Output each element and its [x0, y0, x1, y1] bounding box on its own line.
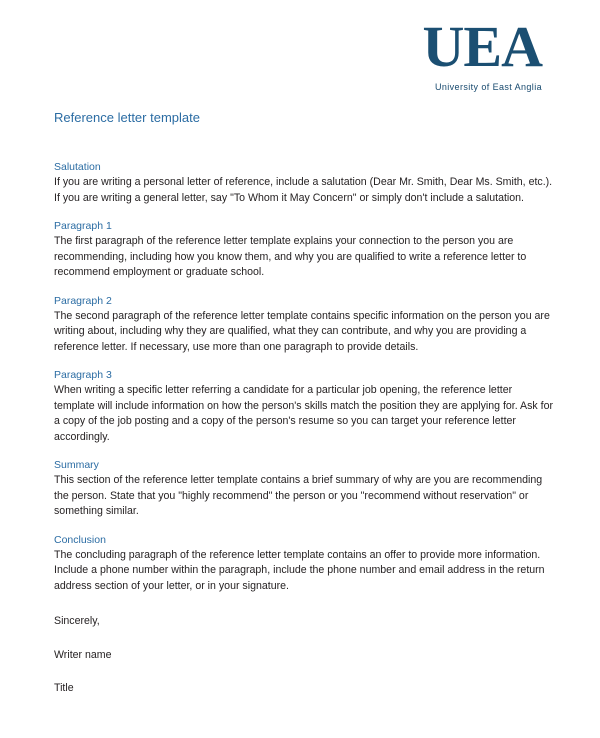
section-conclusion: [54, 534, 554, 595]
section-body: The second paragraph of the reference letter template contains specific information on the person you are writing about, including why they are qualified, what they can contribute, and why you are providing a reference letter. If necessary, use more than one paragraph to provide details.: [54, 309, 553, 353]
section-heading: Paragraph 1: [54, 220, 112, 232]
section-salutation: [54, 161, 554, 206]
closing-sincerely: Sincerely,: [54, 615, 100, 627]
section-paragraph-1: [54, 220, 554, 281]
section-heading: Salutation: [54, 161, 101, 173]
section-heading: Conclusion: [54, 533, 106, 546]
uea-logo-subtitle: University of East Anglia: [434, 82, 542, 92]
uea-logo: [422, 14, 542, 92]
section-body: The concluding paragraph of the reference letter template contains an offer to provide more information. Include a phone number within the paragraph, include the phone number and email address in the return address section of your letter, or in your signature.: [54, 548, 548, 592]
section-paragraph-3: [54, 369, 554, 445]
section-heading: Summary: [54, 459, 99, 471]
section-body: If you are writing a personal letter of reference, include a salutation (Dear Mr. Smith, Dear Ms. Smith, etc.). If you are writing a general letter, say "To Whom it May Concern" or simply don't include a salutation.: [54, 176, 556, 204]
page-title: Reference letter template: [54, 110, 200, 125]
document-content: [54, 110, 554, 715]
section-body: This section of the reference letter template contains a brief summary of why are you are recommending the person. State that you "highly recommend" the person or you "recommend without reservation" or something similar.: [54, 474, 546, 517]
section-heading: Paragraph 3: [54, 369, 112, 381]
closing-writer-name: Writer name: [54, 648, 112, 661]
section-body: When writing a specific letter referring a candidate for a particular job opening, the reference letter template will include information on how the person's skills match the position they are applying for. Ask for a copy of the job posting and a copy of the person's resume so you can target your reference letter accordingly.: [54, 384, 556, 443]
closing-title: Title: [54, 682, 74, 694]
uea-logo-mark: UEA: [422, 14, 542, 79]
section-heading: Paragraph 2: [54, 294, 112, 307]
section-paragraph-2: [54, 295, 554, 356]
section-body: The first paragraph of the reference letter template explains your connection to the person you are recommending, including how you know them, and why you are qualified to write a reference letter to recommend employment or graduate school.: [54, 235, 530, 278]
section-summary: [54, 459, 554, 520]
